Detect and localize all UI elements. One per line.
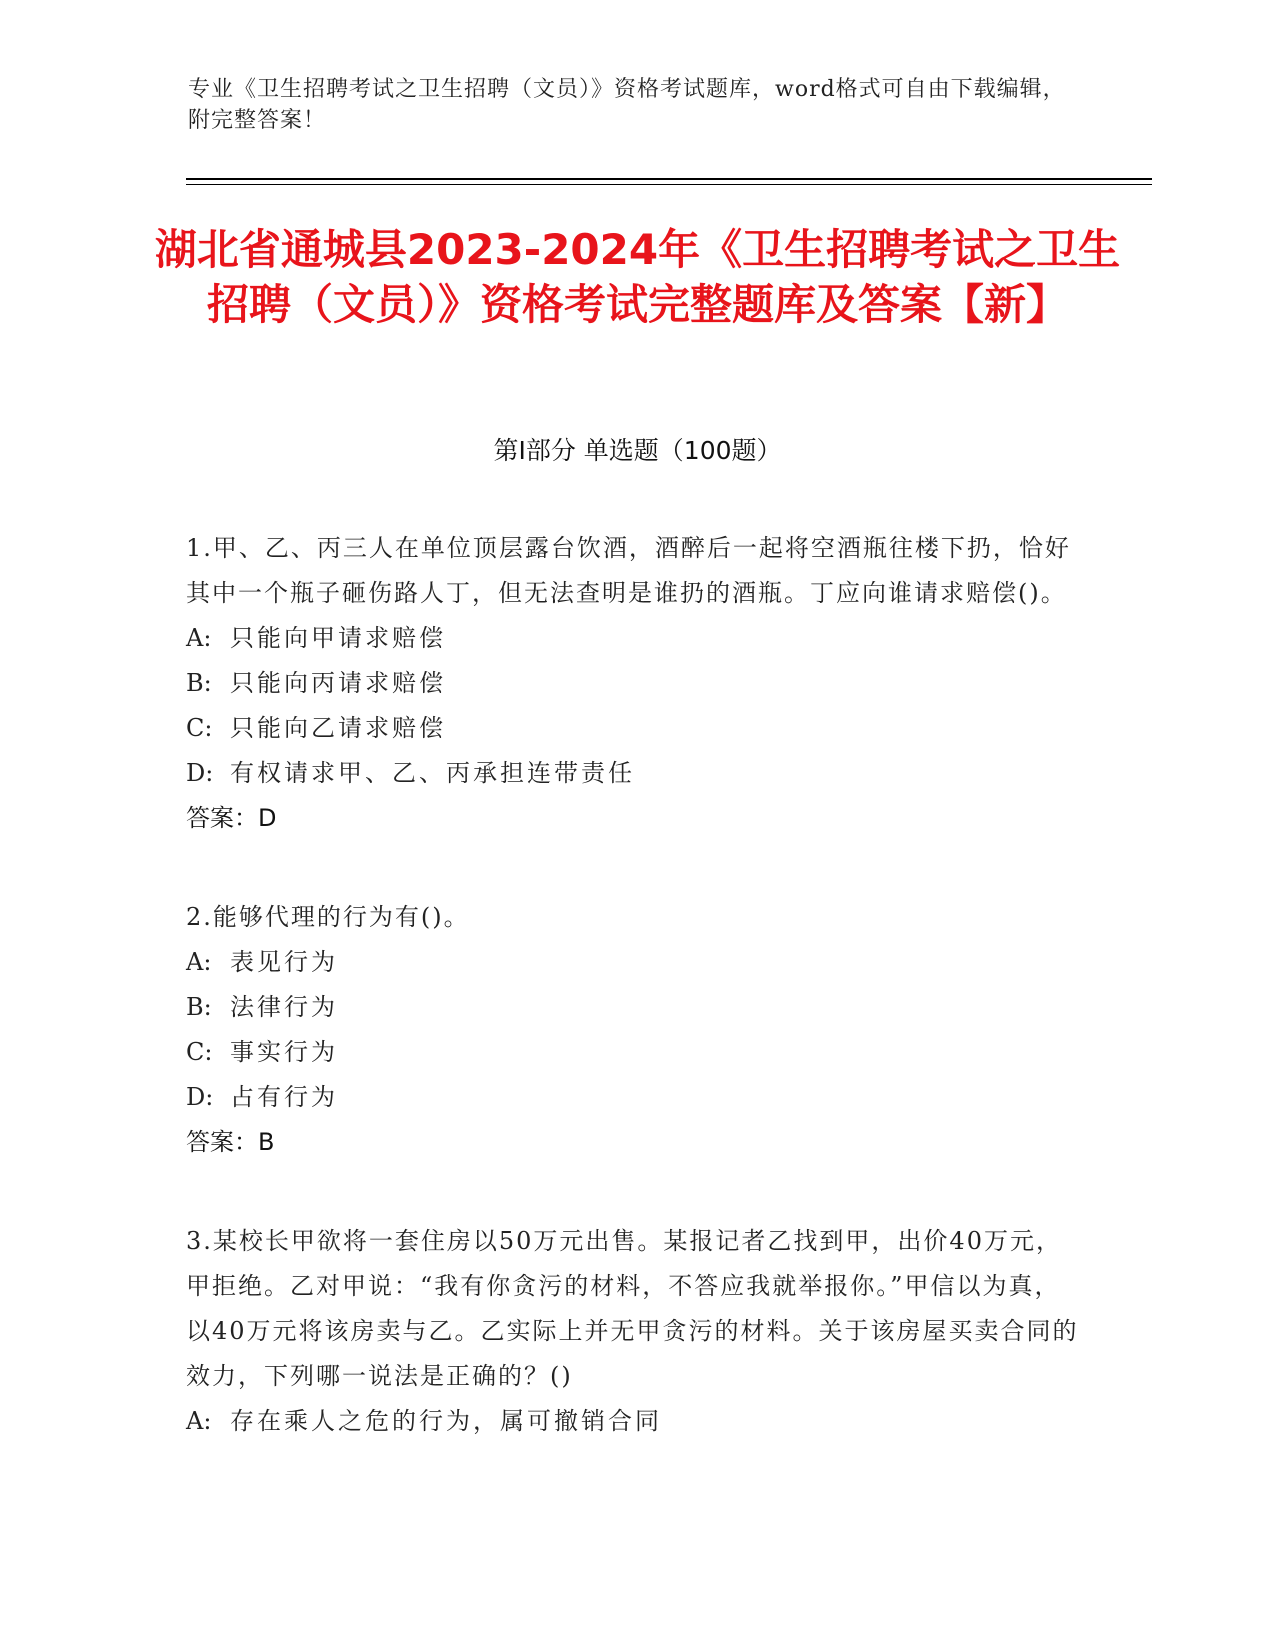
- question-list: [186, 526, 1086, 1498]
- option-text: 表见行为: [230, 948, 338, 976]
- question-3-option-a: [186, 1399, 1086, 1444]
- option-text: 存在乘人之危的行为，属可撤销合同: [230, 1407, 662, 1435]
- option-text: 只能向乙请求赔偿: [230, 714, 446, 742]
- question-1-option-c: [186, 706, 1086, 751]
- option-letter: A:: [186, 1407, 212, 1435]
- option-letter: D:: [186, 759, 214, 787]
- question-1-stem: 1.甲、乙、丙三人在单位顶层露台饮酒，酒醉后一起将空酒瓶往楼下扔，恰好其中一个瓶子砸伤路人丁，但无法查明是谁扔的酒瓶。丁应向谁请求赔偿()。: [186, 534, 1071, 607]
- header-divider-thick: [186, 178, 1152, 180]
- question-2: [186, 895, 1086, 1165]
- option-letter: A:: [186, 624, 212, 652]
- header-note: 专业《卫生招聘考试之卫生招聘（文员）》资格考试题库，word格式可自由下载编辑，附完整答案！: [188, 77, 1066, 133]
- question-1-answer: 答案：D: [186, 804, 277, 832]
- question-2-answer: 答案：B: [186, 1128, 275, 1156]
- question-3-stem: 3.某校长甲欲将一套住房以50万元出售。某报记者乙找到甲，出价40万元，甲拒绝。乙对甲说：“我有你贪污的材料，不答应我就举报你。”甲信以为真，以40万元将该房卖与乙。乙实际上并无甲贪污的材料。关于该房屋买卖合同的效力，下列哪一说法是正确的？(): [186, 1227, 1079, 1390]
- question-1-option-d: [186, 751, 1086, 796]
- option-text: 事实行为: [230, 1038, 338, 1066]
- question-2-option-d: [186, 1075, 1086, 1120]
- document-title: 湖北省通城县2023-2024年《卫生招聘考试之卫生招聘（文员）》资格考试完整题库及答案【新】: [154, 225, 1121, 329]
- option-letter: D:: [186, 1083, 214, 1111]
- option-letter: C:: [186, 1038, 213, 1066]
- question-2-option-b: [186, 985, 1086, 1030]
- option-letter: B:: [186, 993, 212, 1021]
- question-3: [186, 1219, 1086, 1444]
- question-2-option-c: [186, 1030, 1086, 1075]
- option-letter: C:: [186, 714, 213, 742]
- section-heading: 第Ⅰ部分 单选题（100题）: [493, 436, 782, 465]
- option-text: 有权请求甲、乙、丙承担连带责任: [230, 759, 635, 787]
- option-text: 占有行为: [230, 1083, 338, 1111]
- option-text: 法律行为: [230, 993, 338, 1021]
- header-divider-thin: [186, 184, 1152, 185]
- question-1: [186, 526, 1086, 841]
- question-1-option-b: [186, 661, 1086, 706]
- option-letter: B:: [186, 669, 212, 697]
- option-letter: A:: [186, 948, 212, 976]
- option-text: 只能向丙请求赔偿: [230, 669, 446, 697]
- option-text: 只能向甲请求赔偿: [230, 624, 446, 652]
- question-2-option-a: [186, 940, 1086, 985]
- question-2-stem: 2.能够代理的行为有()。: [186, 903, 470, 931]
- question-1-option-a: [186, 616, 1086, 661]
